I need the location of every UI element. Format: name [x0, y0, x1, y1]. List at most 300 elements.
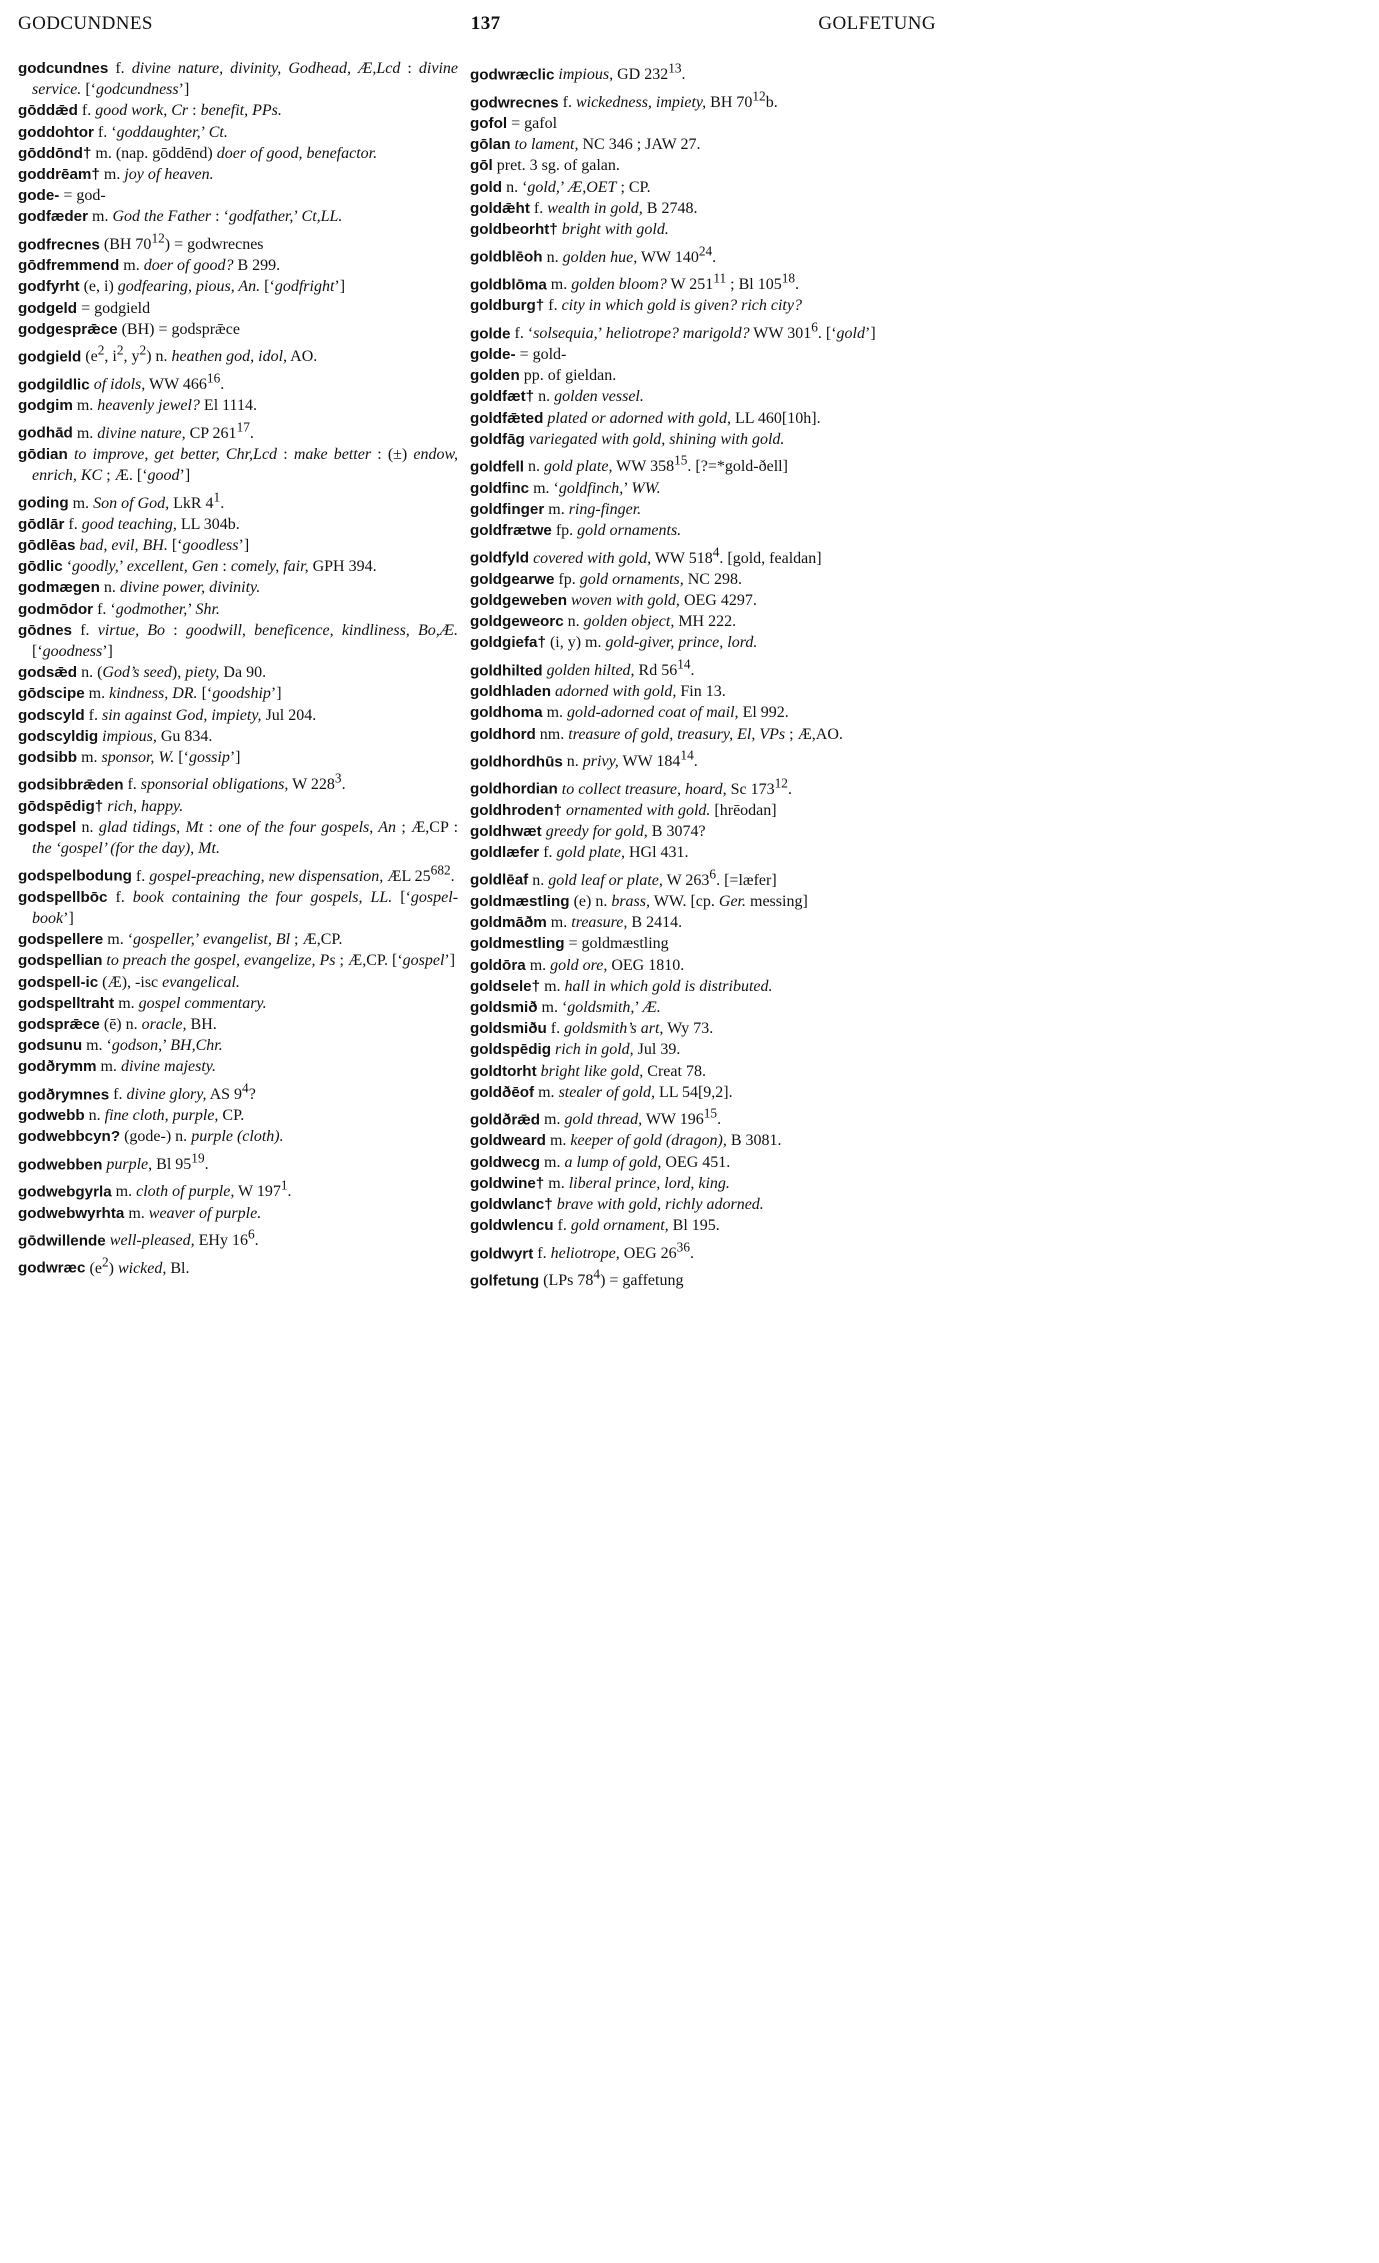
definition: m. keeper of gold (dragon), B 3081.: [545, 1132, 782, 1150]
dictionary-entry: [470, 800, 932, 821]
definition: m. kindness, DR. [‘goodship’]: [84, 685, 282, 703]
definition: m. divine nature, CP $261^{17}$.: [72, 419, 254, 442]
definition: m. hall in which gold is distributed.: [540, 977, 773, 995]
headword: goldsmið: [470, 998, 538, 1016]
left-column: [18, 58, 458, 1279]
definition: m. ‘godson,’ BH,Chr.: [82, 1037, 223, 1055]
dictionary-entry: [470, 590, 932, 611]
headword: godspellbōc: [18, 888, 108, 906]
dictionary-entry: [18, 683, 458, 704]
headword: gōdfremmend: [18, 257, 120, 275]
definition: = god-: [59, 187, 106, 205]
headword: godfrecnes: [18, 235, 100, 253]
dictionary-entry: [18, 228, 458, 256]
definition: m. sponsor, W. [‘gossip’]: [77, 748, 241, 766]
headword: godspellian: [18, 952, 103, 970]
definition: n. glad tidings, Mt : one of the four gospels, An ; Æ,CP : the ‘gospel’ (for the day), Mt.: [32, 818, 459, 858]
headword: goldfyld: [470, 549, 530, 567]
headword: godsprǣce: [18, 1016, 100, 1034]
headword: godgesprǣce: [18, 320, 118, 338]
definition: f. sponsorial obligations, W $228^3$.: [123, 771, 346, 794]
dictionary-entry: [470, 478, 932, 499]
headword: godspel: [18, 818, 77, 836]
definition: f. gold plate, HGl 431.: [539, 844, 689, 862]
dictionary-entry: [18, 768, 458, 796]
dictionary-entry: [18, 929, 458, 950]
headword: gōdian: [18, 445, 68, 463]
headword: godgim: [18, 397, 73, 415]
dictionary-entry: [18, 993, 458, 1014]
dictionary-entry: [470, 1018, 932, 1039]
definition: n. ‘gold,’ Æ,OET ; CP.: [502, 178, 651, 196]
headword: gōdwillende: [18, 1232, 106, 1250]
definition: m. liberal prince, lord, king.: [544, 1174, 730, 1192]
definition: n. divine power, divinity.: [99, 579, 261, 597]
definition: bright like gold, Creat 78.: [540, 1062, 706, 1080]
headword: goldðrǣd: [470, 1111, 541, 1129]
dictionary-entry: [470, 702, 932, 723]
dictionary-entry: [18, 444, 458, 486]
headword: goldfāg: [470, 430, 525, 448]
definition: pp. of gieldan.: [519, 367, 617, 385]
dictionary-entry: [470, 1237, 932, 1265]
definition: m. a lump of gold, OEG 451.: [540, 1153, 731, 1171]
dictionary-entry: [18, 164, 458, 185]
headword: godwræc: [18, 1259, 86, 1277]
headword: gōdnes: [18, 621, 73, 639]
dictionary-entry: [18, 887, 458, 929]
dictionary-entry: [470, 891, 932, 912]
dictionary-entry: [470, 863, 932, 891]
headword: godspell-ic: [18, 973, 99, 991]
dictionary-entry: [470, 1130, 932, 1151]
definition: f. virtue, Bo : goodwill, beneficence, kindliness, Bo,Æ. [‘goodness’]: [32, 621, 459, 660]
headword: goding: [18, 494, 69, 512]
dictionary-entry: [470, 1082, 932, 1103]
headword: godwræclic: [470, 66, 555, 84]
headword: gōddǣd: [18, 102, 78, 120]
headword: goldðēof: [470, 1083, 535, 1101]
headword: goldhladen: [470, 683, 551, 701]
dictionary-entry: [18, 255, 458, 276]
definition: = gafol: [507, 115, 558, 133]
dictionary-entry: [470, 912, 932, 933]
definition: bright with gold.: [561, 221, 669, 239]
dictionary-entry: [470, 386, 932, 407]
definition: pret. 3 sg. of galan.: [492, 157, 620, 175]
definition: nm. treasure of gold, treasury, El, VPs ; Æ,AO.: [535, 725, 843, 743]
dictionary-entry: [18, 1056, 458, 1077]
headword: godcundnes: [18, 60, 109, 77]
headword: godsunu: [18, 1037, 83, 1055]
headword: gofol: [470, 115, 508, 133]
dictionary-entry: [470, 1173, 932, 1194]
headword: godspellere: [18, 931, 104, 949]
definition: variegated with gold, shining with gold.: [528, 430, 785, 448]
headword: goldǣht: [470, 199, 530, 217]
dictionary-entry: [18, 726, 458, 747]
definition: (ē) n. oracle, BH.: [99, 1016, 217, 1034]
dictionary-entry: [470, 58, 932, 86]
headword: godwebben: [18, 1155, 103, 1173]
dictionary-entry: [18, 395, 458, 416]
definition: (BH) = godsprǣce: [117, 320, 240, 338]
definition: m. stealer of gold, LL 54[9,2].: [534, 1083, 733, 1101]
definition: to collect treasure, hoard, Sc $173^{12}$.: [561, 775, 792, 798]
dictionary-entry: [18, 122, 458, 143]
headword: goldwecg: [470, 1153, 541, 1171]
headword: gōdscipe: [18, 685, 85, 703]
definition: greedy for gold, B 3074?: [545, 822, 706, 840]
definition: f. good teaching, LL 304b.: [64, 515, 240, 533]
dictionary-entry: [18, 340, 458, 368]
definition: impious, GD $232^{13}$.: [558, 61, 686, 84]
dictionary-entry: [18, 972, 458, 993]
dictionary-entry: [470, 408, 932, 429]
definition: f. wickedness, impiety, BH $70^{12}b$.: [558, 88, 778, 111]
dictionary-entry: [18, 514, 458, 535]
headword: goldsele†: [470, 977, 541, 995]
dictionary-entry: [470, 520, 932, 541]
definition: purple, Bl $95^{19}$.: [106, 1150, 209, 1173]
definition: m. ‘goldsmith,’ Æ.: [537, 998, 661, 1016]
headword: godgildlic: [18, 375, 90, 393]
dictionary-entry: [470, 1215, 932, 1236]
dictionary-entry: [470, 295, 932, 316]
definition: (e, i) godfearing, pious, An. [‘godfright’]: [79, 278, 346, 296]
headword: goldspēdig: [470, 1041, 551, 1059]
definition: ($e^2$, $i^2$, $y^2$) n. heathen god, idol, AO.: [81, 342, 318, 366]
definition: = gold-: [515, 346, 567, 364]
dictionary-entry: [18, 58, 458, 100]
dictionary-entry: [470, 976, 932, 997]
dictionary-entry: [18, 556, 458, 577]
definition: m. doer of good? B 299.: [119, 257, 281, 275]
definition: n. golden object, MH 222.: [563, 613, 737, 631]
definition: brave with gold, richly adorned.: [556, 1196, 764, 1214]
headword: goldtorht: [470, 1062, 537, 1080]
definition: m. heavenly jewel? El 1114.: [72, 397, 257, 415]
dictionary-entry: [18, 206, 458, 227]
headword: goldfǣted: [470, 409, 544, 427]
dictionary-entry: [470, 955, 932, 976]
headword: goldfinger: [470, 500, 545, 518]
headword: godðrymnes: [18, 1085, 110, 1103]
headword: goddohtor: [18, 123, 94, 141]
dictionary-entry: [470, 842, 932, 863]
headword: goldhoma: [470, 704, 543, 722]
definition: m. treasure, B 2414.: [546, 914, 683, 932]
dictionary-entry: [470, 745, 932, 773]
headword: golde: [470, 324, 511, 342]
headword: goldhwæt: [470, 822, 542, 840]
headword: goldweard: [470, 1132, 546, 1150]
definition: m. ‘gospeller,’ evangelist, Bl ; Æ,CP.: [103, 931, 343, 949]
headword: goldhilted: [470, 661, 543, 679]
headword: gode-: [18, 187, 60, 205]
dictionary-entry: [18, 1105, 458, 1126]
headword: godwebb: [18, 1107, 85, 1125]
headword: godwrecnes: [470, 93, 559, 111]
definition: impious, Gu 834.: [102, 727, 213, 745]
dictionary-entry: [470, 198, 932, 219]
definition: = goldmæstling: [564, 935, 669, 953]
headword: goldblēoh: [470, 248, 543, 266]
definition: f. city in which gold is given? rich city?: [544, 297, 802, 315]
definition: f. wealth in gold, B 2748.: [529, 199, 698, 217]
definition: n. golden vessel.: [534, 388, 644, 406]
headword: goldwine†: [470, 1174, 545, 1192]
headword: gōdlēas: [18, 536, 76, 554]
dictionary-entry: [18, 747, 458, 768]
headword: goldfrætwe: [470, 522, 552, 540]
definition: f. goldsmith’s art, Wy 73.: [546, 1020, 714, 1038]
dictionary-entry: [470, 681, 932, 702]
definition: to improve, get better, Chr,Lcd : make better : (±) endow, enrich, KC ; Æ. [‘good’]: [32, 445, 459, 484]
definition: to preach the gospel, evangelize, Ps ; Æ,CP. [‘gospel’]: [106, 952, 456, 970]
definition: ‘goodly,’ excellent, Gen : comely, fair, GPH 394.: [62, 558, 377, 576]
dictionary-entry: [18, 662, 458, 683]
headword: godspelltraht: [18, 994, 115, 1012]
headword: godmægen: [18, 579, 100, 597]
dictionary-entry: [18, 1126, 458, 1147]
dictionary-entry: [470, 724, 932, 745]
dictionary-entry: [18, 577, 458, 598]
dictionary-entry: [470, 1039, 932, 1060]
headword: godsǣd: [18, 664, 78, 682]
dictionary-entry: [470, 240, 932, 268]
definition: n. golden hue, WW $140^{24}$.: [542, 243, 717, 266]
definition: n. fine cloth, purple, CP.: [84, 1107, 245, 1125]
headword: goldgiefa†: [470, 634, 546, 652]
definition: = godgield: [77, 299, 151, 317]
headword: godðrymm: [18, 1058, 97, 1076]
definition: f. book containing the four gospels, LL. [‘gospel-book’]: [32, 888, 459, 928]
dictionary-entry: [18, 950, 458, 971]
headword: gōdlār: [18, 515, 65, 533]
dictionary-entry: [470, 134, 932, 155]
headword: goldwlanc†: [470, 1196, 553, 1214]
definition: n. gold leaf or plate, W $263^6$. [=læfer]: [528, 866, 777, 889]
headword: godsibbrǣden: [18, 776, 124, 794]
dictionary-entry: [470, 450, 932, 478]
dictionary-entry: [18, 817, 458, 859]
definition: fp. gold ornaments, NC 298.: [554, 570, 742, 588]
dictionary-entry: [18, 1148, 458, 1176]
headword: godwebbcyn?: [18, 1128, 121, 1146]
dictionary-entry: [18, 298, 458, 319]
dictionary-entry: [18, 486, 458, 514]
dictionary-entry: [470, 1152, 932, 1173]
definition: m. gold ore, OEG 1810.: [525, 956, 685, 974]
definition: (e) n. brass, WW. [cp. Ger. messing]: [569, 892, 808, 910]
dictionary-entry: [18, 368, 458, 396]
definition: to lament, NC 346 ; JAW 27.: [514, 136, 701, 154]
dictionary-entry: [470, 997, 932, 1018]
definition: m. Son of God, LkR $4^1$.: [68, 489, 225, 512]
definition: m. divine majesty.: [96, 1058, 217, 1076]
definition: (i, y) m. gold-giver, prince, lord.: [545, 634, 758, 652]
headword: golde-: [470, 346, 516, 364]
definition: bad, evil, BH. [‘goodless’]: [79, 536, 250, 554]
headword: goldmāðm: [470, 914, 547, 932]
page-number: 137: [470, 13, 501, 34]
dictionary-entry: [18, 276, 458, 297]
headword: goldblōma: [470, 276, 547, 294]
dictionary-entry: [18, 1078, 458, 1106]
headword: goldbeorht†: [470, 221, 558, 239]
definition: f. sin against God, impiety, Jul 204.: [84, 706, 317, 724]
definition: m. gold-adorned coat of mail, El 992.: [542, 704, 789, 722]
headword: goldwyrt: [470, 1244, 534, 1262]
headword: goldfell: [470, 458, 524, 476]
dictionary-entry: [470, 268, 932, 296]
headword: goldhordian: [470, 780, 558, 798]
headword: goddrēam†: [18, 166, 100, 184]
headword: godfyrht: [18, 278, 80, 296]
headword: godfæder: [18, 208, 89, 226]
headword: gōl: [470, 157, 493, 175]
definition: $(e^2)$ wicked, Bl.: [85, 1254, 190, 1277]
dictionary-entry: [470, 569, 932, 590]
dictionary-entry: [470, 933, 932, 954]
running-header: [18, 4, 936, 44]
definition: f. divine nature, divinity, Godhead, Æ,Lcd : divine service. [‘godcundness’]: [32, 60, 458, 99]
dictionary-entry: [470, 317, 932, 345]
headword: goldōra: [470, 956, 526, 974]
definition: n. privy, WW $184^{14}$.: [562, 747, 698, 771]
dictionary-entry: [18, 1251, 458, 1279]
dictionary-entry: [470, 1194, 932, 1215]
headword: gōdspēdig†: [18, 797, 104, 815]
headword: godhād: [18, 424, 73, 442]
dictionary-entry: [18, 1203, 458, 1224]
dictionary-entry: [470, 1061, 932, 1082]
dictionary-entry: [18, 859, 458, 887]
dictionary-entry: [18, 100, 458, 121]
dictionary-entry: [470, 821, 932, 842]
dictionary-entry: [18, 599, 458, 620]
headword: godspelbodung: [18, 867, 132, 885]
headword: golden: [470, 367, 520, 385]
headword: goldgearwe: [470, 570, 555, 588]
definition: (gode-) n. purple (cloth).: [120, 1128, 284, 1146]
headword: goldgeweorc: [470, 613, 564, 631]
definition: n. gold plate, WW $358^{15}$. [?=*gold-ðell]: [524, 453, 788, 476]
dictionary-entry: [470, 772, 932, 800]
dictionary-entry: [18, 620, 458, 662]
definition: m. joy of heaven.: [99, 166, 214, 184]
headword: goldwlencu: [470, 1217, 554, 1235]
definition: m. cloth of purple, W $197^1$.: [111, 1178, 292, 1201]
dictionary-entry: [470, 113, 932, 134]
headword: godgeld: [18, 299, 78, 317]
dictionary-entry: [18, 1035, 458, 1056]
headword: goldfæt†: [470, 388, 535, 406]
headword: goldmestling: [470, 935, 565, 953]
definition: n. (God’s seed), piety, Da 90.: [77, 664, 267, 682]
dictionary-entry: [18, 796, 458, 817]
header-right-guideword: GOLFETUNG: [818, 13, 936, 34]
dictionary-entry: [18, 1175, 458, 1203]
headword: godscyld: [18, 706, 85, 724]
headword: goldmæstling: [470, 892, 570, 910]
headword: gōddōnd†: [18, 144, 92, 162]
dictionary-entry: [470, 1264, 932, 1292]
headword: goldlēaf: [470, 871, 529, 889]
definition: plated or adorned with gold, LL 460[10h].: [547, 409, 821, 427]
headword: gōlan: [470, 136, 511, 154]
headword: goldhordhūs: [470, 753, 563, 771]
header-left-guideword: GODCUNDNES: [18, 13, 153, 34]
headword: godgield: [18, 348, 82, 366]
definition: m. gold thread, WW $196^{15}$.: [540, 1105, 722, 1129]
definition: f. ‘solsequia,’ heliotrope? marigold? WW $301^6$. [‘gold’]: [510, 319, 876, 342]
dictionary-entry: [470, 86, 932, 114]
dictionary-entry: [18, 1014, 458, 1035]
headword: gōdlic: [18, 558, 63, 576]
dictionary-entry: [470, 429, 932, 450]
definition: (LPs $78^4$) = gaffetung: [539, 1267, 684, 1290]
definition: (BH $70^{12}$) = godwrecnes: [99, 230, 264, 253]
definition: f. divine glory, AS $9^4$?: [109, 1080, 256, 1103]
definition: m. ‘goldfinch,’ WW.: [529, 479, 661, 497]
definition: of idols, WW $466^{16}$.: [93, 370, 225, 393]
headword: godmōdor: [18, 600, 94, 618]
dictionary-entry: [470, 541, 932, 569]
dictionary-entry: [470, 632, 932, 653]
definition: m. weaver of purple.: [124, 1204, 262, 1222]
dictionary-entry: [18, 1224, 458, 1252]
headword: goldhord: [470, 725, 536, 743]
dictionary-entry: [470, 177, 932, 198]
headword: godscyldig: [18, 727, 99, 745]
definition: ornamented with gold. [hrēodan]: [565, 801, 777, 819]
definition: rich in gold, Jul 39.: [555, 1041, 681, 1059]
definition: f. heliotrope, OEG $26^{36}$.: [533, 1239, 694, 1262]
dictionary-entry: [18, 535, 458, 556]
definition: woven with gold, OEG 4297.: [571, 591, 757, 609]
dictionary-entry: [470, 499, 932, 520]
definition: f. good work, Cr : benefit, PPs.: [77, 102, 282, 120]
definition: well-pleased, EHy $16^6$.: [109, 1226, 259, 1250]
headword: gold: [470, 178, 503, 196]
definition: covered with gold, WW $518^4$. [gold, fealdan]: [533, 544, 822, 567]
dictionary-entry: [18, 319, 458, 340]
definition: (Æ), -isc evangelical.: [98, 973, 240, 991]
definition: golden hilted, Rd $56^{14}$.: [546, 656, 695, 679]
headword: goldfinc: [470, 479, 530, 497]
definition: m. golden bloom? W $251^{11}$ ; Bl $105^{18}$.: [546, 270, 800, 294]
definition: m. gospel commentary.: [114, 994, 267, 1012]
definition: m. God the Father : ‘godfather,’ Ct,LL.: [88, 208, 343, 226]
dictionary-entry: [470, 654, 932, 682]
dictionary-entry: [18, 185, 458, 206]
dictionary-entry: [18, 705, 458, 726]
headword: goldgeweben: [470, 591, 568, 609]
headword: goldhroden†: [470, 801, 562, 819]
definition: f. ‘godmother,’ Shr.: [93, 600, 220, 618]
dictionary-entry: [470, 219, 932, 240]
headword: goldburg†: [470, 297, 545, 315]
definition: fp. gold ornaments.: [551, 522, 682, 540]
dictionary-entry: [18, 416, 458, 444]
dictionary-entry: [470, 344, 932, 365]
dictionary-entry: [470, 611, 932, 632]
headword: golfetung: [470, 1272, 540, 1290]
headword: godsibb: [18, 748, 78, 766]
definition: f. gold ornament, Bl 195.: [553, 1217, 720, 1235]
